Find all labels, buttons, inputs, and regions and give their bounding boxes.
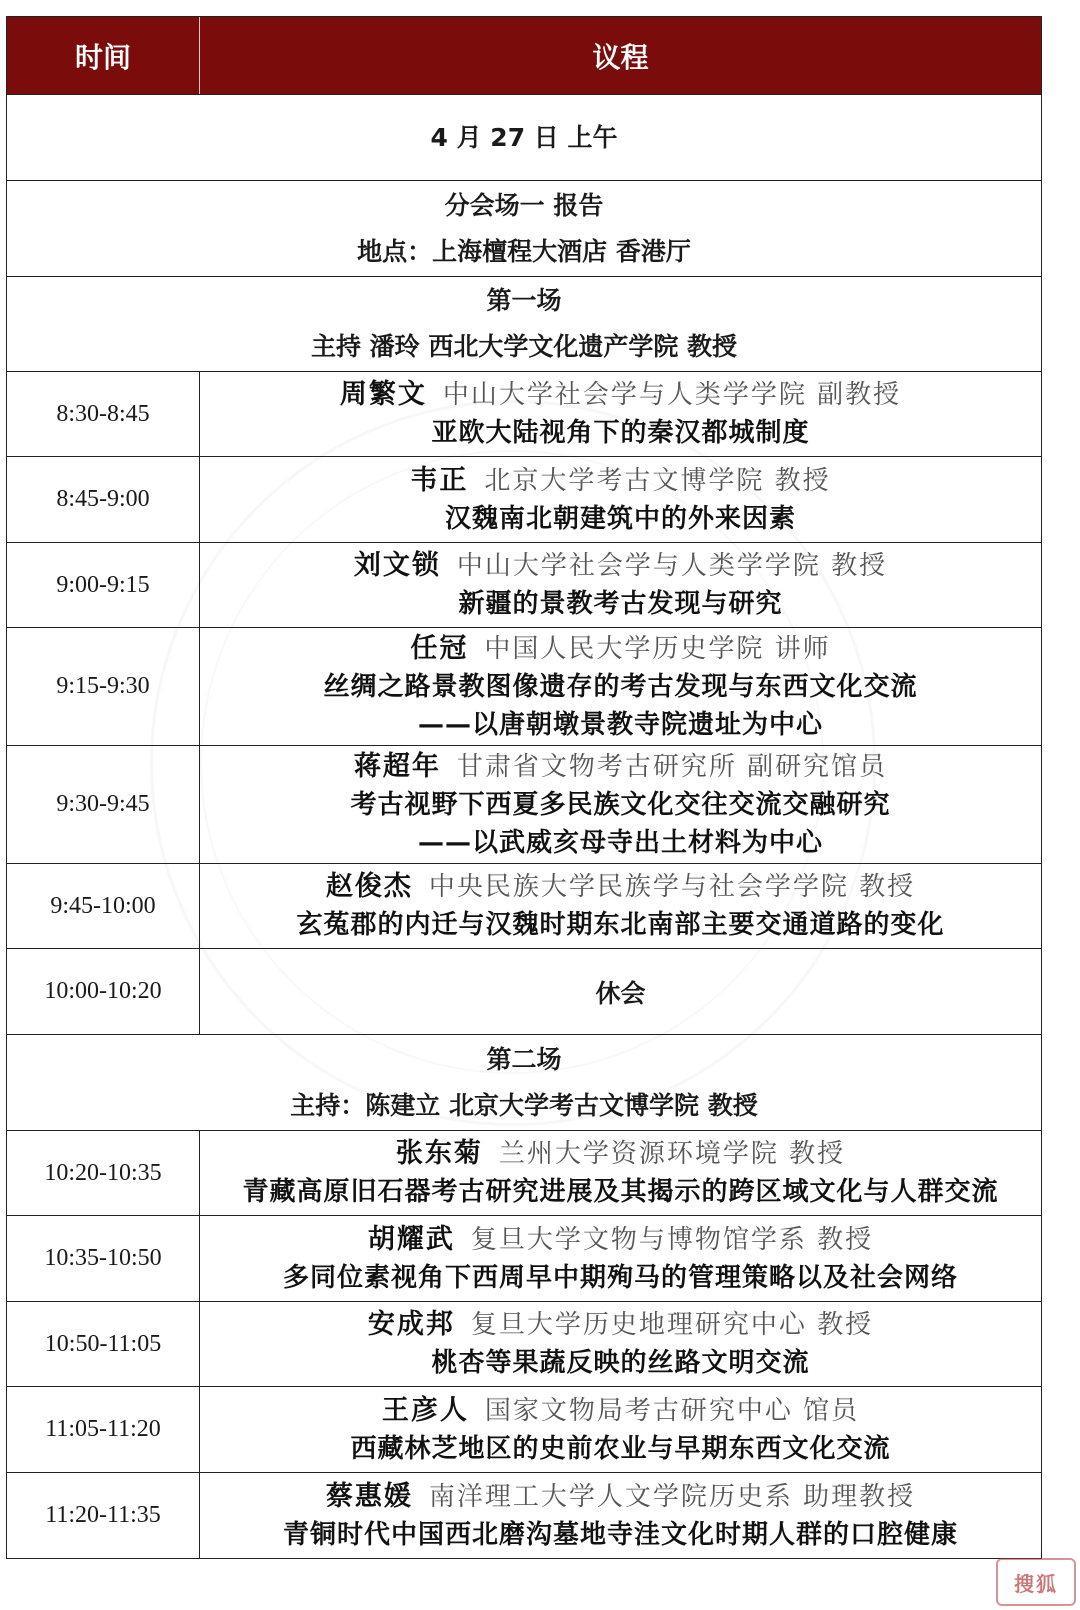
table-row bbox=[7, 1131, 1041, 1216]
venue-location: 地点：上海檀程大酒店 香港厅 bbox=[357, 236, 691, 266]
table-row bbox=[7, 1473, 1041, 1559]
session2-row bbox=[7, 1035, 1041, 1131]
table-row bbox=[7, 1387, 1041, 1473]
speaker-name: 周繁文 bbox=[339, 379, 427, 410]
speaker-name: 刘文锁 bbox=[353, 550, 441, 581]
row-content bbox=[200, 457, 1041, 542]
table-header bbox=[7, 17, 1041, 95]
table-row bbox=[7, 746, 1041, 864]
talk-title: 亚欧大陆视角下的秦汉都城制度 bbox=[431, 418, 810, 448]
table-row bbox=[7, 543, 1041, 628]
speaker-line bbox=[368, 1221, 873, 1259]
speaker-affiliation: 复旦大学历史地理研究中心 教授 bbox=[470, 1310, 874, 1340]
talk-title: 玄菟郡的内迁与汉魏时期东北南部主要交通道路的变化 bbox=[296, 910, 945, 940]
row-content bbox=[200, 864, 1041, 948]
row-content bbox=[200, 1387, 1041, 1472]
speaker-name: 王彦人 bbox=[381, 1394, 469, 1426]
row-time: 10:35-10:50 bbox=[7, 1216, 200, 1301]
speaker-affiliation: 兰州大学资源环境学院 教授 bbox=[498, 1139, 846, 1169]
speaker-line bbox=[382, 1392, 859, 1430]
speaker-affiliation: 中山大学社会学与人类学学院 副教授 bbox=[442, 380, 902, 410]
row-time: 9:45-10:00 bbox=[7, 864, 200, 948]
speaker-line bbox=[396, 1135, 845, 1173]
row-time: 10:20-10:35 bbox=[7, 1131, 200, 1215]
speaker-affiliation: 国家文物局考古研究中心 馆员 bbox=[484, 1395, 860, 1426]
row-time: 11:20-11:35 bbox=[7, 1473, 200, 1558]
talk-title: 新疆的景教考古发现与研究 bbox=[458, 589, 783, 619]
speaker-name: 韦正 bbox=[410, 464, 469, 496]
header-time: 时间 bbox=[7, 17, 200, 94]
speaker-line bbox=[326, 868, 915, 906]
speaker-name: 蔡惠媛 bbox=[325, 1480, 413, 1512]
row-content bbox=[200, 628, 1041, 745]
speaker-affiliation: 中山大学社会学与人类学学院 教授 bbox=[456, 551, 888, 581]
session1-host: 主持 潘玲 西北大学文化遗产学院 教授 bbox=[310, 332, 738, 361]
speaker-line bbox=[340, 376, 901, 414]
session2-title: 第二场 bbox=[486, 1044, 562, 1074]
speaker-line bbox=[326, 1478, 915, 1516]
speaker-affiliation: 甘肃省文物考古研究所 副研究馆员 bbox=[456, 751, 888, 782]
speaker-name: 蒋超年 bbox=[353, 750, 441, 782]
break-time: 10:00-10:20 bbox=[7, 949, 200, 1034]
row-time: 10:50-11:05 bbox=[7, 1302, 200, 1386]
row-content bbox=[200, 1216, 1041, 1301]
break-label: 休会 bbox=[595, 978, 646, 1008]
row-time: 11:05-11:20 bbox=[7, 1387, 200, 1472]
session1-row bbox=[7, 277, 1041, 372]
speaker-name: 安成邦 bbox=[367, 1309, 455, 1340]
table-row bbox=[7, 864, 1041, 949]
table-row bbox=[7, 457, 1041, 543]
talk-title: 丝绸之路景教图像遗存的考古发现与东西文化交流 bbox=[323, 671, 918, 702]
row-content bbox=[200, 543, 1041, 627]
row-time: 9:15-9:30 bbox=[7, 628, 200, 745]
talk-title: 西藏林芝地区的史前农业与早期东西文化交流 bbox=[350, 1433, 891, 1464]
row-time: 9:00-9:15 bbox=[7, 543, 200, 627]
header-agenda: 议程 bbox=[592, 40, 649, 74]
row-time: 9:30-9:45 bbox=[7, 746, 200, 863]
speaker-affiliation: 中央民族大学民族学与社会学学院 教授 bbox=[428, 872, 916, 902]
row-content bbox=[200, 1473, 1041, 1558]
table-row bbox=[7, 372, 1041, 457]
speaker-line bbox=[354, 547, 887, 585]
table-row bbox=[7, 1302, 1041, 1387]
speaker-line bbox=[410, 462, 830, 500]
talk-title: 考古视野下西夏多民族文化交往交流交融研究 bbox=[350, 789, 891, 820]
speaker-name: 张东菊 bbox=[395, 1138, 483, 1169]
day-row bbox=[7, 95, 1041, 181]
row-content bbox=[200, 1131, 1041, 1215]
row-time: 8:30-8:45 bbox=[7, 372, 200, 456]
table-row bbox=[7, 1216, 1041, 1302]
agenda-table bbox=[6, 16, 1042, 1559]
row-content bbox=[200, 372, 1041, 456]
talk-subtitle: ——以武威亥母寺出土材料为中心 bbox=[417, 827, 823, 858]
row-content bbox=[200, 746, 1041, 863]
session1-title: 第一场 bbox=[486, 286, 562, 315]
row-time: 8:45-9:00 bbox=[7, 457, 200, 542]
venue-title: 分会场一 报告 bbox=[444, 190, 604, 220]
speaker-line bbox=[410, 630, 830, 668]
speaker-affiliation: 北京大学考古文博学院 教授 bbox=[484, 465, 831, 496]
speaker-affiliation: 南洋理工大学人文学院历史系 助理教授 bbox=[428, 1481, 916, 1512]
speaker-line bbox=[354, 748, 887, 786]
speaker-name: 任冠 bbox=[410, 632, 469, 664]
talk-title: 桃杏等果蔬反映的丝路文明交流 bbox=[431, 1348, 810, 1378]
talk-title: 青铜时代中国西北磨沟墓地寺洼文化时期人群的口腔健康 bbox=[282, 1519, 958, 1550]
session2-host: 主持：陈建立 北京大学考古文博学院 教授 bbox=[290, 1090, 758, 1120]
speaker-name: 胡耀武 bbox=[367, 1223, 455, 1255]
speaker-affiliation: 复旦大学文物与博物馆学系 教授 bbox=[470, 1224, 874, 1255]
venue-row bbox=[7, 181, 1041, 277]
talk-title: 多同位素视角下西周早中期殉马的管理策略以及社会网络 bbox=[282, 1262, 958, 1293]
sohu-logo: 搜狐 bbox=[996, 1558, 1076, 1606]
break-row bbox=[7, 949, 1041, 1035]
talk-subtitle: ——以唐朝墩景教寺院遗址为中心 bbox=[417, 709, 823, 740]
day-label: 4 月 27 日 上午 bbox=[430, 122, 618, 152]
talk-title: 汉魏南北朝建筑中的外来因素 bbox=[444, 503, 796, 534]
row-content bbox=[200, 1302, 1041, 1386]
speaker-name: 赵俊杰 bbox=[325, 871, 413, 902]
talk-title: 青藏高原旧石器考古研究进展及其揭示的跨区域文化与人群交流 bbox=[242, 1177, 999, 1207]
table-row bbox=[7, 628, 1041, 746]
speaker-line bbox=[368, 1306, 873, 1344]
speaker-affiliation: 中国人民大学历史学院 讲师 bbox=[484, 633, 831, 664]
